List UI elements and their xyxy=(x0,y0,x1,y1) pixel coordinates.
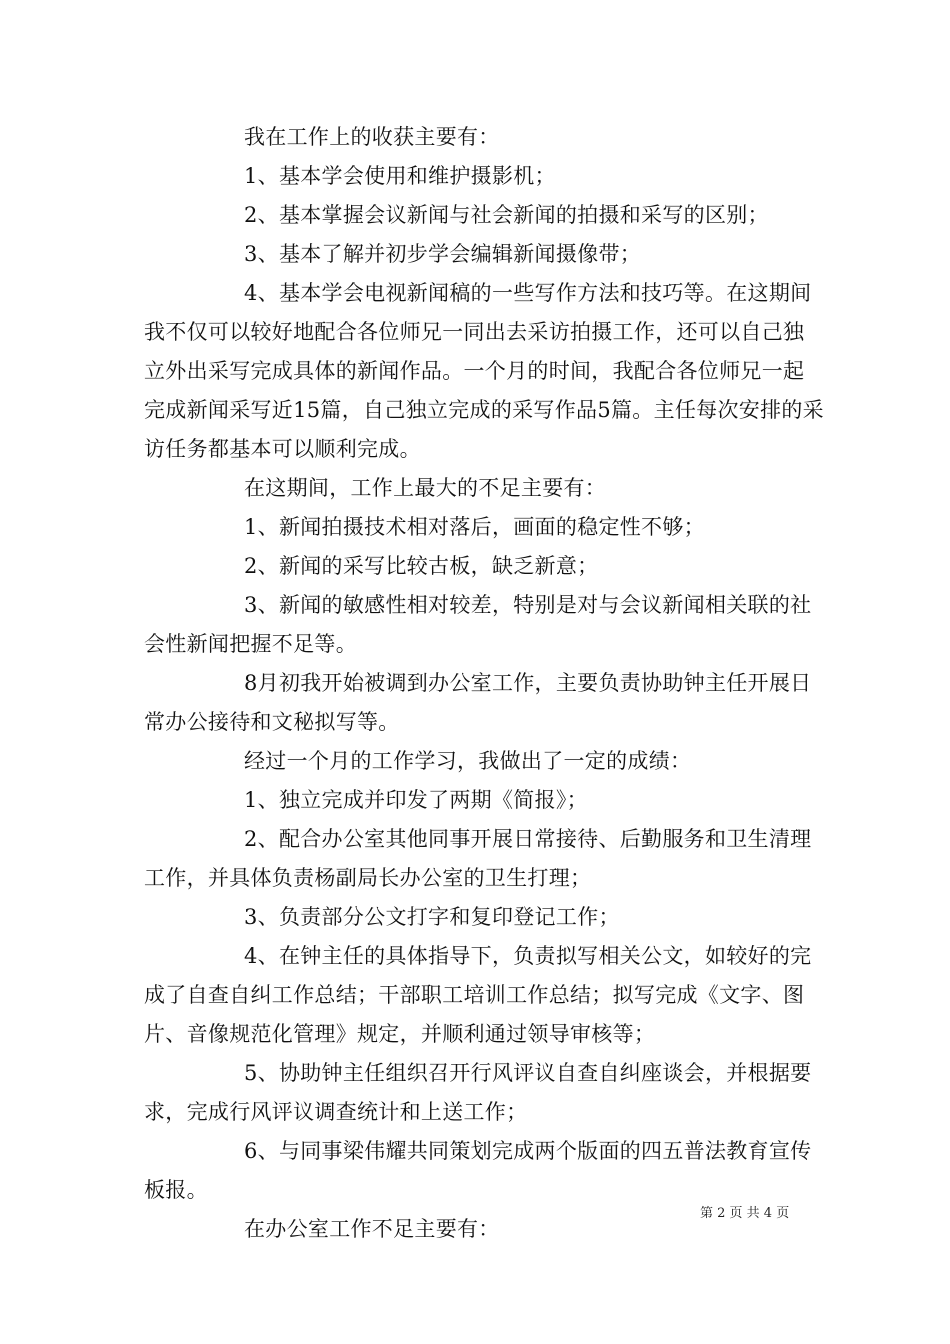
paragraph: 4、在钟主任的具体指导下，负责拟写相关公文，如较好的完成了自查自纠工作总结；干部职工培训工作总结；拟写完成《文字、图片、音像规范化管理》规定，并顺利通过领导审核等； xyxy=(144,944,812,1046)
paragraph: 4、基本学会电视新闻稿的一些写作方法和技巧等。在这期间我不仅可以较好地配合各位师兄一同出去采访拍摄工作，还可以自己独立外出采写完成具体的新闻作品。一个月的时间，我配合各位师兄一起完成新闻采写近15篇，自己独立完成的采写作品5篇。主任每次安排的采访任务都基本可以顺利完成。 xyxy=(144,281,824,461)
paragraph: 2、配合办公室其他同事开展日常接待、后勤服务和卫生清理工作，并具体负责杨副局长办公室的卫生打理； xyxy=(144,827,812,890)
paragraph: 1、基本学会使用和维护摄影机； xyxy=(244,164,556,188)
paragraph: 1、新闻拍摄技术相对落后，画面的稳定性不够； xyxy=(244,515,705,539)
page-number-footer: 第 2 页 共 4 页 xyxy=(700,1206,790,1221)
paragraph: 在办公室工作不足主要有： xyxy=(244,1217,500,1241)
paragraph: 3、基本了解并初步学会编辑新闻摄像带； xyxy=(244,242,642,266)
paragraph: 2、新闻的采写比较古板，缺乏新意； xyxy=(244,554,599,578)
paragraph: 5、协助钟主任组织召开行风评议自查自纠座谈会，并根据要求，完成行风评议调查统计和上送工作； xyxy=(144,1061,812,1124)
paragraph: 在这期间，工作上最大的不足主要有： xyxy=(244,476,607,500)
paragraph: 经过一个月的工作学习，我做出了一定的成绩： xyxy=(244,749,692,773)
paragraph: 6、与同事梁伟耀共同策划完成两个版面的四五普法教育宣传板报。 xyxy=(144,1139,812,1202)
document-body xyxy=(144,118,824,1249)
paragraph: 3、新闻的敏感性相对较差，特别是对与会议新闻相关联的社会性新闻把握不足等。 xyxy=(144,593,812,656)
paragraph: 我在工作上的收获主要有： xyxy=(244,125,500,149)
paragraph: 2、基本掌握会议新闻与社会新闻的拍摄和采写的区别； xyxy=(244,203,769,227)
paragraph: 3、负责部分公文打字和复印登记工作； xyxy=(244,905,620,929)
paragraph: 1、独立完成并印发了两期《简报》； xyxy=(244,788,588,812)
paragraph: 8月初我开始被调到办公室工作，主要负责协助钟主任开展日常办公接待和文秘拟写等。 xyxy=(144,671,812,734)
